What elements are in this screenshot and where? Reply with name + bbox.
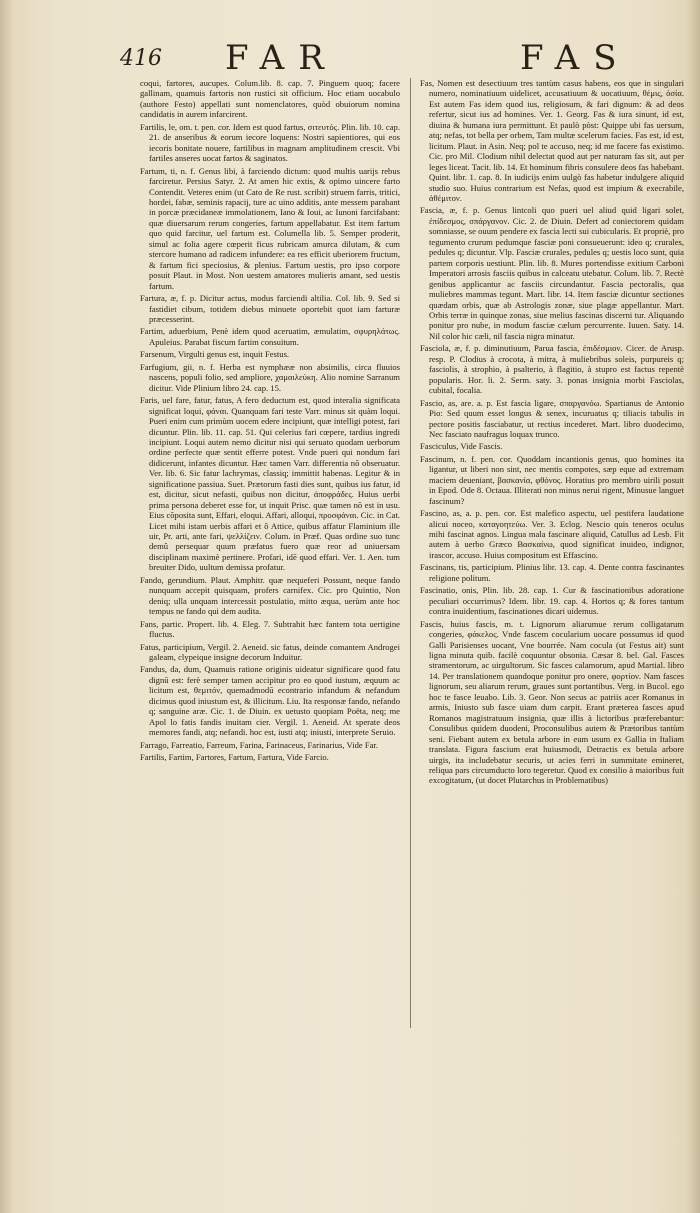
dictionary-entry: Fartilis, Fartim, Fartores, Fartum, Fartura, Vide Farcio.	[140, 752, 329, 763]
dictionary-entry: Fasciola, æ, f. p. diminutiuum, Parua fascia, ἐπιδέσμιον. Cicer. de Arusp. resp. P. Clodius à crocota, à mitra, à muliebribus soleis, purpureis q; fasciolis, à strophio, à psalterio, à flagitio, à stupro est factus repentè popularis. Hor. li. 2. Serm. saty. 3. ponas insignia morbi Fasciolas, cubital, focalia.	[420, 343, 684, 396]
right-running-title: FAS	[520, 38, 631, 78]
dictionary-entry: Fascino, as, a. p. pen. cor. Est malefico aspectu, uel pestifera laudatione alicui noceo, καταγοητεύω. Ver. 3. Eclog. Nescio quis teneros oculus mihi fascinat agnos. Lingua mala fascinare aliquid, Catullus ad Lesb. Fit autem à uerbo Græco Βασκαίνω, quod significat inuideo, indignor, irascor, accuso. Huius compositum est Effascino.	[420, 508, 684, 560]
dictionary-entry: coqui, fartores, aucupes. Colum.lib. 8. cap. 7. Pinguem quoq; facere gallinam, quamuis fartoris non rustici sit officium. Hoc etiam uocabulo (authore Festo) appellati sunt nomenclatores, quòd obuiorum nomina candidatis in aurem infarcirent.	[140, 78, 400, 120]
dictionary-entry: Fascinans, tis, participium. Plinius libr. 13. cap. 4. Dente contra fascinantes religione politum.	[420, 562, 684, 583]
dictionary-entry: Fascinum, n. f. pen. cor. Quoddam incantionis genus, quo homines ita ligantur, ut liberi non sint, nec mentis compotes, sæp eque ad extremam maciem deueniant, βασκανία, φθόνος. Horatius pro membro uirili posuit in Epod. Ode 8. Octaua. Illiterati non minus nerui rigent, Minusue languet fascinum?	[420, 453, 684, 506]
dictionary-entry: Fartilis, le, om. t. pen. cor. Idem est quod fartus, σιτευτός. Plin. lib. 10. cap. 21. de anseribus & eorum iecore loquens: Nostri sapientiores, qui eos iecoris bonitate nouere, fartilibus in magnam amplitudinem crescit. Vbi fartiles anseres uocat fartos & saginatos.	[140, 121, 400, 164]
page-number: 416	[120, 46, 162, 71]
dictionary-entry: Fartura, æ, f. p. Dicitur actus, modus farciendi altilia. Col. lib. 9. Sed si fastidiet cibum, totidem diebus minuete oportebit quot iam farturæ præcesserint.	[140, 293, 400, 324]
left-running-title: FAR	[225, 38, 338, 78]
dictionary-entry: Fascia, æ, f. p. Genus lintcoli quo pueri uel aliud quid ligari solet, ἐπίδεσμος, σπάργανον. Cic. 2. de Diuin. Defert ad coniectorem quidam somniasse, se ouum pendere ex fascia lecti sui cubicularis. Et propriè, pro tegumento crurum pedumque fasciæ poni consueuerunt: ideo q; crurales, pedules q; dicuntur. Vlp. Fasciæ crurales, pedules q; uestis loco sunt, quia partem corporis uestiunt. Plin. lib. 8. Mures portendisse exitium Carboni Imperatori arrosis fasciis quibus in calceatu utebatur. Colum. lib. 7. Rectè genibus applicantur ac fasciis circundantur. Fascia pectoralis, qua muliebres mammas tegunt. Mart. libr. 14. Item fasciæ dicuntur sectiones quædam orbis, quæ ab Astrologis zonæ, siue plagæ appellantur. Mart. Orbis terræ in quinque zonas, siue melius fascinas discerni tur. Aliquando ponitur pro nube, in modum fasciæ cælum percurrente. Iuuen. Saty. 14. Nil color hic cæli, nil fascia nigra minatur.	[420, 205, 684, 341]
dictionary-entry: Fando, gerundium. Plaut. Amphitr. quæ nequeferi Possunt, neque fando nunquam accepit quisquam, profers carnifex. Cic. pro Quintio, Non deniq; ulla unquam intercessit postulatio, mitto æqua, uerùm ante hoc tempus ne fando qui dem audita.	[140, 574, 400, 617]
dictionary-entry: Fas, Nomen est desectiuum tres tantùm casus habens, eos que in singulari numero, nominatiuum uidelicet, accusatiuum & uocatiuum, θέμις, ὁσία. Est autem Fas idem quod ius, religiosum, & fari dignum: & ad deos refertur, sicut ius ad homines. Ver. 1. Georg. Fas & iura sinunt, id est, diuina & humana iura permittunt. Et paulò pòst: Quippe ubi fas uersum, atq; nefas, tot bella per orbem, Tam multæ scelerum facies. Fas est, id est, licitum. Plaut. in Asin. Neq; pol te accuso, neq; id me facere fas existimo. Cic. pro Mil. Clodium nihil delectat quod aut per naturam fas sit, aut per leges liceat. Tacit. lib. 14. Et hominum fibris consulere deos fas habebant. Quint. libr. 1. cap. 8. In iudicijs enim uulgò fas habetur indulgere aliquid studio suo. Huius contrarium est Nefas, quod est impium & execrabile, ἀθέμιτον.	[420, 78, 684, 203]
dictionary-entry: Faris, uel fare, fatur, fatus, A fero deductum est, quod interalia significata significat loqui, φάναι. Quanquam fari teste Varr. minus sit quàm loqui. Pueri enim cum primùm uocem edere incipiunt, quæ intelligi potest, fari dicuntur. Plin. lib. 11. cap. 51. Qui celerius fari cœpere, tardius ingredi incipiunt. Loqui autem nemo dicitur nisi qui seruato quodam uerborum ordine perfecte quæ sentit efferre potest. Vnde pueri qui nondum fari didicerunt, infantes dicuntur. Hæc tamen Varr. differentia nõ obseruatur. Ver. lib. 6. Sic fatur lachrymas, classiq; immittit habenas. Legitur & in significatione passiua. Suet. Prætorum fasti dies sunt, quibus ius fatur, id est, dicitur, sicut nefasti, quibus non dicitur, ἀποφράδες. Huius uerbi prima persona deberet esse for, ut inquit Prisc. quæ tamen nõ est in usu. Eius cõposita sunt, Effari, eloqui. Affari, alloqui, προσφάναι. Cic. in Cat. Licet mihi istam uerbis affari et ô Attice, quibus affatur Flaminium ille uir, Pr. arti, ante fari, ψελλίζειν. Colum. in Præf. Quas ordine suo tunc demû persequar quum præfatus fuero quæ reor ad uniuersam disciplinam maximè pertinere. Profari, idē quod effari. Ver. 1. Aen. tum breuiter Dido, uultum demissa profatur.	[140, 395, 400, 573]
dictionary-entry: Fascio, as, are. a. p. Est fascia ligare, σπαργανόω. Spartianus de Antonio Pio: Sed quum esset longus & senex, incuruatus q; tiliacis tabulis in pectore positis fasciabatur, ut rectius incederet. Mart. libro duodecimo, Nec fasciato naufragus loquax trunco.	[420, 397, 684, 439]
right-column	[420, 78, 684, 788]
page-edge-shadow-right	[686, 0, 700, 1213]
dictionary-entry: Fascis, huius fascis, m. t. Lignorum aliarumue rerum colligatarum congeries, φάκελος. Vnde fascem cocularium uocare possumus id quod Galli Parisienses uocant, Vne bourrée. Nam cocula (ut Festus ait) sunt ligna minuta quib. facilè coquuntur obsonia. Cæsar 8. bel. Gal. Fasces stramentorum, ac uirgultorum. Sic fasces calamorum, apud Martial. libro 14. Per translationem quandoque ponitur pro onere, φορτίον. Nam fasces lignorum, seu aliarum rerum, graues sunt portantibus. Verg. in Bucol. ego hoc te fasce leuabo. Lib. 3. Geor. Non secus ac patriis acer Romanus in armis, Iniusto sub fasce uiam dum carpit. Erant præterea fasces apud Romanos magistratuum insignia, quæ illis à lictoribus præferebantur: Consulibus quidem duodeni, Proconsulibus autem & Prætoribus tantùm seni. Fiebant autem ex betula arbore in eum usum ex Gallia in Italiam translata. Figura fascium erat huiusmodi, Detractis ex betula arbore uirgis, ita includebatur securis, ut acies ferri in summitate emineret, reliqua pars circumducto loro tegeretur. Quod ex consilio à maioribus fuit excogitatum, (ut docet Plutarchus in Problematibus)	[420, 618, 684, 786]
column-divider	[410, 78, 411, 1028]
dictionary-entry: Fasciculus, Vide Fascis.	[420, 441, 503, 452]
dictionary-entry: Farrago, Farreatio, Farreum, Farina, Farinaceus, Farinarius, Vide Far.	[140, 739, 378, 750]
dictionary-entry: Fatus, participium, Vergil. 2. Aeneid. sic fatus, deinde comantem Androgei galeam, clypeique insigne decorum Induitur.	[140, 641, 400, 663]
running-header	[0, 38, 700, 78]
left-column	[140, 78, 400, 765]
dictionary-entry: Fascinatio, onis, Plin. lib. 28. cap. 1. Cur & fascinationibus adoratione peculiari occurrimus? Idem. libr. 19. cap. 4. Hortos q; & fores tantum contra inuidentium, fascinationes dicari uidemus.	[420, 585, 684, 617]
dictionary-entry: Fartim, aduerbium, Penè idem quod aceruatim, æmulatim, σφυρηλάτως. Apuleius. Parabat fiscum fartim consuitum.	[140, 326, 400, 347]
dictionary-entry: Farfugium, gii, n. f. Herba est nymphææ non absimilis, circa fluuios nascens, populi folio, sed ampliore, χαμαιλεύκη. Alio nomine Sarranum dicitur. Vide Plinium libro 24. cap. 15.	[140, 361, 400, 393]
dictionary-entry: Farsenum, Virgulti genus est, inquit Festus.	[140, 349, 290, 360]
dictionary-entry: Fandus, da, dum, Quamuis ratione originis uideatur significare quod fatu dignū est: ferè semper tamen accipitur pro eo quod iustum, æquum ac licitum est, θεμιτόν, quemadmodū econtrario infandum & nefandum dicimus quod iniustum est, & illicitum. Liu. Ita responsæ fando, nefando q; sanguine aræ. Cic. 1. de Diuin. ex uetusto quopiam Poëta, neq; me Apol lo fatis fandis inuitam cier. Vergil. 1. Aeneid. At sperate deos memores fandi, atq; nefandi. hoc est, iusti atq; iniusti, interprete Seruio.	[140, 664, 400, 738]
page-edge-shadow-left	[0, 0, 14, 1213]
dictionary-entry: Fartum, ti, n. f. Genus libi, à farciendo dictum: quod multis uarijs rebus farciretur. Persius Satyr. 2. At amen hic extis, & opimo uincere farto Contendit. Veteres enim (ut Cato de Re rust. scribit) struem farris, tritici, hordei, fabæ, seminis rapacij, ture ac uino additis, ante messem parabant in porcæ præcidaneæ immolationem, Iano & Ioui, ac Iunoni farcifabant: quæ diuersarum rerum congeries, fartum appellabatur. Est item fartum quo quid farcitur, uel fartum est. Columella lib. 5. Semper proderit, simul ac folia agere cœperit ficus rubricam amurca dilutam, & cum stercore humano ad radicem infundere: ea res efficit uberiorem fructum, & fartum fici speciosius, & plenius. Fartum uestis, pro ipso corpore posuit Plaut. in Most. Non uestem amatores mulieris amant, sed uestis fartum.	[140, 165, 400, 291]
dictionary-entry: Fans, partic. Propert. lib. 4. Eleg. 7. Subtrahit hæc fantem tota uertigine fluctus.	[140, 618, 400, 640]
